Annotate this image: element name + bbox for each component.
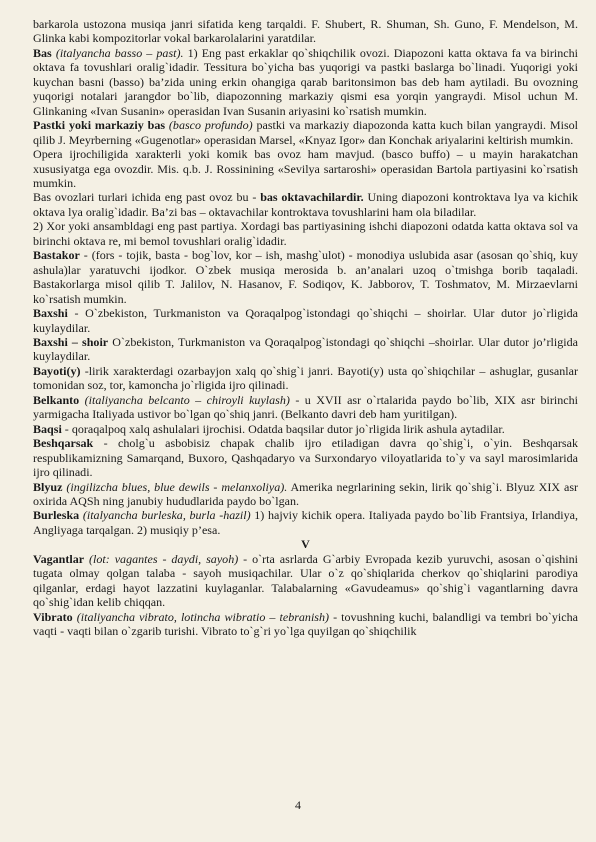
term: Bastakor (33, 248, 80, 263)
definition: Amerika negrlarining sekin, lirik qo`shig`i. Blyuz XIX asr oxirida AQSh ning janubiy hududlarida paydo bo`lgan. (33, 479, 579, 508)
entry-beshqarsak (33, 436, 578, 479)
definition: 1) Eng past erkaklar qo`shiqchilik ovozi. Diapozoni katta oktava fa va birinchi oktava fa tovushlari oralig`idadir. Tessitura bo`yicha bas yuqorigi va pastki baslarga bo`linadi. Yuqorigi yoki kuychan basni (basso) ba’zida uning erkin ohangiga qarab baritonsimon bas deb ham aytiladi. Bu ovozning yuqorigi notalari jarangdor bo`lib, diapozonning markaziy qismi esa yorqin yangraydi. Misol uchun M. Glinkaning «Ivan Susanin» operasidan Ivan Susanin ariyasini ko`rsatish mumkin. (33, 45, 578, 118)
term: Beshqarsak (33, 436, 94, 451)
paragraph: Bas ovozlari turlari ichida eng past ovoz bu - bas oktavachilardir. Uning diapozoni kontroktava lya va kichik oktava lya oralig`idadir. Ba’zi bas – oktavachilar kontroktava tovushlarini ham ola biladilar. (33, 190, 579, 219)
entry-pastki-bas (33, 118, 578, 147)
entry-bayoti (33, 364, 578, 393)
etymology: (italyancha basso – past). (55, 45, 184, 60)
term: Bas (33, 45, 52, 60)
definition: - tovushning kuchi, balandligi va tembri bo`yicha vaqti - vaqti bilan o`zgarib turishi. Vibrato to`g`ri yo`lga quyilgan qo`shiqchilik (33, 609, 578, 639)
definition: - u XVII asr o`rtalarida paydo bo`lib, XIX asr birinchi yarmigacha Italiyada ustivor bo`lgan qo`shiq janri. (Belkanto davri deb ham yuritilgan). (33, 392, 578, 422)
definition: pastki va markaziy diapozonda katta kuch bilan yangraydi. Misol qilib J. Meyrberning «Gugenotlar» operasidan Marsel, «Knyaz Igor» dan Konchak ariyalarini keltirish mumkin. (33, 118, 578, 147)
entry-bastakor (33, 248, 578, 306)
section-letter: V (301, 537, 310, 552)
term: Blyuz (33, 479, 63, 494)
term: Belkanto (33, 392, 80, 407)
etymology: (italyancha burleska, burla -hazil) (82, 508, 251, 523)
definition: - qoraqalpoq xalq ashulalari ijrochisi. Odatda baqsilar dutor jo`rligida lirik ashula aytadilar. (61, 421, 505, 436)
definition: - cholg`u asbobisiz chapak chalib ijro etiladigan davra qo`shig`i, o`yin. Beshqarsak respublikamizning Samarqand, Buxoro, Qashqadaryo va Surxondaryo viloyatlarida to`y va sayl marosimlarida ijro qilinadi. (33, 436, 578, 480)
page-number: 4 (295, 798, 301, 812)
term: Baxshi – shoir (33, 334, 109, 349)
definition: - (fors - tojik, basta - bog`lov, kor – ish, mashg`ulot) - monodiya uslubida asar (asosan qo`shiq, kuy ashula)lar yaratuvchi ijodkor. O`zbek musiqa merosida b. an’analari uzoq o`tmishga borib taqaladi. Bastakorlarga misol qilib T. Jalilov, N. Hasanov, F. Sodiqov, K. Jabborov, T. Toshmatov, M. Mirzaevlarni ko`rsatish mumkin. (33, 248, 578, 306)
etymology: (ingilizcha blues, blue dewils - melanxoliya). (66, 479, 288, 494)
entry-bas (33, 46, 578, 118)
term: Vagantlar (33, 551, 85, 566)
entry-baqsi (33, 422, 578, 436)
entry-baxshi (33, 306, 578, 335)
paragraph: 2) Xor yoki ansambldagi eng past partiya. Xordagi bas partiyasining ishchi diapozoni odatda katta oktava sol va birinchi oktava re, mi bemol tovushlari oralig`idadir. (33, 219, 578, 248)
term: Bayoti(y) (33, 363, 81, 378)
etymology: (basco profundo) (168, 118, 253, 133)
entry-burleska (33, 508, 578, 537)
definition: -lirik xarakterdagi ozarbayjon xalq qo`shig`i janri. Bayoti(y) usta qo`shiqchilar – ashuglar, gusanlar tomonidan soz, tor, kamoncha jo`rligida ijro qilinadi. (33, 363, 578, 393)
entry-continuation: barkarola ustozona musiqa janri sifatida keng tarqaldi. F. Shubert, R. Shuman, Sh. Guno, F. Mendelson, M. Glinka kabi kompozitorlar vokal barkarolalarini yaratdilar. (33, 17, 578, 46)
definition: O`zbekiston, Turkmaniston va Qoraqalpog`istondagi qo`shiqchi –shoirlar. Ular dutor jo’rligida kuylaydilar. (33, 334, 578, 364)
paragraph: Opera ijrochiligida xarakterli yoki komik bas ovoz ham mavjud. (basco buffo) – u mayin harakatchan xususiyatga ega ovozdir. Mis. q.b. J. Rossinining «Sevilya sartaroshi» operasidan Bartola partiyasini ko`rsatish mumkin. (33, 147, 578, 190)
entry-baxshi-shoir (33, 335, 578, 364)
term: Baxshi (33, 306, 68, 321)
term: Baqsi (33, 421, 62, 436)
entry-belkanto (33, 393, 578, 422)
entry-blyuz (33, 480, 578, 509)
etymology: (italiyancha belcanto – chiroyli kuylash) (84, 392, 290, 407)
definition: - O`zbekiston, Turkmaniston va Qoraqalpog`istondagi qo`shiqchi – shoirlar. Ular dutor jo`rligida kuylaydilar. (33, 306, 578, 335)
etymology: (italiyancha vibrato, lotincha wibratio – tebranish) (76, 609, 330, 624)
term: Vibrato (33, 609, 73, 624)
term: Pastki yoki markaziy bas (33, 118, 166, 133)
entry-vibrato (33, 610, 578, 639)
term: Burleska (33, 508, 80, 523)
definition: 1) hajviy kichik opera. Italiyada paydo bo`lib Frantsiya, Irlandiya, Angliyaga tarqalgan. 2) musiqiy p’esa. (33, 508, 579, 537)
entry-vagantlar (33, 552, 578, 610)
glossary-text (33, 17, 578, 638)
definition: - o`rta asrlarda G`arbiy Evropada kezib yuruvchi, asosan o`qishini tugata olmay qolgan talaba - sayoh musiqachilar. Ular o`z qo`shiqlarida cherkov qo`shiqlarini parodiya qilganlar, erdagi hayot lazzatini kuylaganlar. Talabalarning «Gavudeamus» qo`shig`i vagantlarning davra qo`shig`idan kelib chiqqan. (33, 551, 578, 610)
etymology: (lot: vagantes - daydi, sayoh) (89, 551, 239, 566)
inline-term: bas oktavachilardir. (260, 190, 364, 205)
